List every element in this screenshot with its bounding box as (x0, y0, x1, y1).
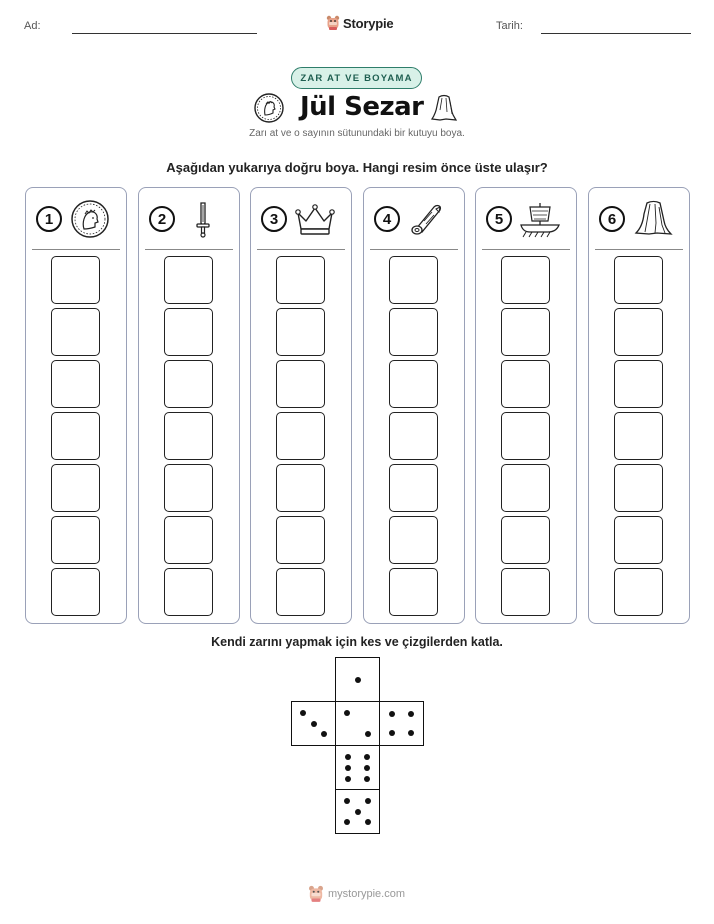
column-6 (588, 187, 690, 624)
coloring-box[interactable] (276, 412, 325, 460)
coloring-box[interactable] (276, 308, 325, 356)
die-face-2 (335, 701, 380, 746)
coloring-box[interactable] (164, 360, 213, 408)
pip (321, 731, 327, 737)
coloring-box[interactable] (501, 412, 550, 460)
column-number: 4 (374, 206, 400, 232)
column-5 (475, 187, 577, 624)
pip (364, 776, 370, 782)
subtitle: Zarı at ve o sayının sütunundaki bir kutuyu boya. (249, 128, 465, 139)
coloring-box[interactable] (614, 412, 663, 460)
name-label: Ad: (24, 20, 41, 32)
pip (345, 754, 351, 760)
pip (365, 731, 371, 737)
column-number: 1 (36, 206, 62, 232)
coloring-box[interactable] (614, 256, 663, 304)
coloring-box[interactable] (389, 464, 438, 512)
coloring-box[interactable] (164, 308, 213, 356)
pip (389, 730, 395, 736)
coloring-box[interactable] (276, 256, 325, 304)
column-3 (250, 187, 352, 624)
pip (344, 710, 350, 716)
coloring-box[interactable] (51, 464, 100, 512)
coloring-box[interactable] (501, 308, 550, 356)
coloring-box[interactable] (389, 360, 438, 408)
coloring-box[interactable] (51, 256, 100, 304)
column-2 (138, 187, 240, 624)
pip (408, 711, 414, 717)
coloring-box[interactable] (501, 516, 550, 564)
coloring-box[interactable] (164, 568, 213, 616)
die-face-3 (291, 701, 336, 746)
coloring-box[interactable] (276, 516, 325, 564)
coloring-box[interactable] (51, 516, 100, 564)
sword-icon (181, 199, 225, 239)
coloring-box[interactable] (501, 256, 550, 304)
coloring-box[interactable] (164, 256, 213, 304)
pip (311, 721, 317, 727)
footer-url[interactable]: mystorypie.com (328, 888, 406, 900)
coloring-box[interactable] (389, 516, 438, 564)
pip (344, 798, 350, 804)
column-number: 2 (149, 206, 175, 232)
column-1 (25, 187, 127, 624)
coloring-box[interactable] (389, 256, 438, 304)
pip (365, 798, 371, 804)
cloak-icon (428, 92, 460, 124)
bear-logo-icon (326, 15, 340, 31)
column-divider (482, 249, 570, 250)
coloring-box[interactable] (614, 464, 663, 512)
column-divider (370, 249, 458, 250)
pip (355, 809, 361, 815)
column-number: 3 (261, 206, 287, 232)
die-face-1 (335, 657, 380, 702)
column-divider (257, 249, 345, 250)
coloring-box[interactable] (51, 412, 100, 460)
brand-logo (326, 13, 393, 33)
column-number: 6 (599, 206, 625, 232)
coloring-box[interactable] (51, 568, 100, 616)
pip (364, 765, 370, 771)
coloring-box[interactable] (389, 568, 438, 616)
column-divider (32, 249, 120, 250)
pip (345, 776, 351, 782)
pip (344, 819, 350, 825)
coloring-box[interactable] (614, 568, 663, 616)
scroll-icon (406, 199, 450, 239)
pip (389, 711, 395, 717)
fold-instruction: Kendi zarını yapmak için kes ve çizgilerden katla. (211, 635, 503, 649)
coloring-box[interactable] (276, 464, 325, 512)
coloring-box[interactable] (164, 464, 213, 512)
crown-icon (293, 199, 337, 239)
coloring-box[interactable] (51, 308, 100, 356)
die-face-6 (335, 745, 380, 790)
coloring-box[interactable] (389, 412, 438, 460)
coloring-box[interactable] (501, 464, 550, 512)
coloring-box[interactable] (389, 308, 438, 356)
page-title: Jül Sezar (300, 92, 424, 122)
column-divider (145, 249, 233, 250)
pip (365, 819, 371, 825)
pip (355, 677, 361, 683)
pip (408, 730, 414, 736)
coloring-box[interactable] (614, 308, 663, 356)
coloring-box[interactable] (501, 360, 550, 408)
footer (308, 885, 405, 903)
brand-name: Storypie (343, 15, 394, 31)
cloak-icon (631, 199, 675, 239)
coloring-box[interactable] (614, 360, 663, 408)
date-label: Tarih: (496, 20, 523, 32)
instruction: Aşağıdan yukarıya doğru boya. Hangi resim önce üste ulaşır? (166, 160, 548, 175)
column-number: 5 (486, 206, 512, 232)
roman-ship-icon (518, 199, 562, 239)
die-face-4 (379, 701, 424, 746)
coloring-box[interactable] (614, 516, 663, 564)
pip (300, 710, 306, 716)
activity-badge: ZAR AT VE BOYAMA (291, 67, 422, 89)
column-divider (595, 249, 683, 250)
bear-logo-icon (308, 885, 324, 903)
die-face-5 (335, 789, 380, 834)
coloring-box[interactable] (501, 568, 550, 616)
coloring-box[interactable] (164, 516, 213, 564)
coloring-box[interactable] (276, 568, 325, 616)
caesar-coin-icon (253, 92, 285, 124)
coloring-box[interactable] (164, 412, 213, 460)
caesar-coin-icon (68, 199, 112, 239)
coloring-box[interactable] (51, 360, 100, 408)
pip (345, 765, 351, 771)
column-4 (363, 187, 465, 624)
date-line[interactable] (541, 33, 691, 34)
pip (364, 754, 370, 760)
name-line[interactable] (72, 33, 257, 34)
coloring-box[interactable] (276, 360, 325, 408)
